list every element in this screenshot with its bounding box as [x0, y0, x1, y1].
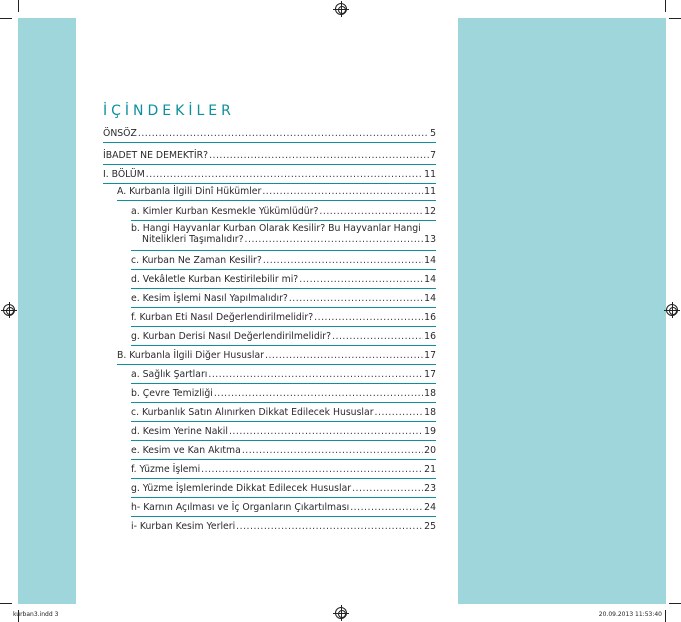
- toc-divider: [117, 200, 436, 201]
- toc-entry-label: d. Vekâletle Kurban Kestirilebilir mi?: [131, 274, 299, 285]
- toc-entry[interactable]: [117, 186, 436, 197]
- toc-entry-label: g. Yüzme İşlemlerinde Dikkat Edilecek Hususlar: [131, 483, 352, 494]
- toc-entry-label: c. Kurban Ne Zaman Kesilir?: [131, 255, 262, 266]
- toc-entry[interactable]: [131, 312, 436, 323]
- toc-entry-label: e. Kesim İşlemi Nasıl Yapılmalıdır?: [131, 293, 288, 304]
- toc-divider: [131, 250, 436, 251]
- crop-mark: [18, 0, 19, 12]
- toc-divider: [131, 516, 436, 517]
- toc-divider: [131, 459, 436, 460]
- toc-entry-label: Nitelikleri Taşımalıdır?: [142, 234, 244, 245]
- toc-entry[interactable]: [131, 388, 436, 399]
- toc-entry[interactable]: [103, 128, 436, 139]
- toc-entry[interactable]: [131, 483, 436, 494]
- crop-mark: [665, 610, 666, 622]
- crop-mark: [0, 18, 12, 19]
- toc-entry[interactable]: [131, 445, 436, 456]
- toc-entry-label: ÖNSÖZ: [103, 128, 137, 139]
- toc-entry-page: 23: [424, 483, 436, 494]
- toc-entry-page: 11: [424, 186, 436, 197]
- toc-entry[interactable]: [131, 426, 436, 437]
- toc-entry-label: f. Yüzme İşlemi: [131, 464, 201, 475]
- toc-entry[interactable]: [131, 255, 436, 266]
- registration-mark-icon: [335, 607, 347, 619]
- crop-mark: [665, 0, 666, 12]
- toc-divider: [131, 383, 436, 384]
- toc-entry-label: İBADET NE DEMEKTİR?: [103, 150, 209, 161]
- toc-divider: [103, 164, 436, 165]
- toc-entry-page: 24: [424, 502, 436, 513]
- toc-divider: [131, 326, 436, 327]
- toc-divider: [131, 220, 436, 221]
- toc-entry-page: 18: [424, 388, 436, 399]
- page-title: İÇİNDEKİLER: [103, 103, 235, 119]
- toc-entry-label: c. Kurbanlık Satın Alınırken Dikkat Edilecek Hususlar: [131, 407, 374, 418]
- toc-entry-page: 7: [430, 150, 436, 161]
- toc-entry-label: A. Kurbanla İlgili Dinî Hükümler: [117, 186, 262, 197]
- toc-entry-page: 14: [424, 293, 436, 304]
- toc-entry[interactable]: [131, 206, 436, 217]
- toc-entry-page: 13: [424, 234, 436, 245]
- toc-entry[interactable]: [131, 331, 436, 342]
- registration-mark-icon: [3, 304, 15, 316]
- crop-mark: [669, 603, 681, 604]
- toc-entry[interactable]: [131, 223, 436, 245]
- toc-entry-page: 18: [424, 407, 436, 418]
- toc-divider: [131, 421, 436, 422]
- toc-entry-page: 16: [424, 312, 436, 323]
- toc-entry-label: f. Kurban Eti Nasıl Değerlendirilmelidir?: [131, 312, 314, 323]
- toc-divider: [131, 307, 436, 308]
- toc-divider: [131, 497, 436, 498]
- registration-mark-icon: [666, 304, 678, 316]
- toc-divider: [117, 364, 436, 365]
- toc-entry[interactable]: [131, 274, 436, 285]
- right-color-panel: [458, 18, 666, 604]
- toc-divider: [103, 183, 436, 184]
- toc-entry-label: d. Kesim Yerine Nakil: [131, 426, 228, 437]
- left-color-panel: [18, 18, 76, 604]
- toc-entry[interactable]: [103, 169, 436, 180]
- toc-entry-page: 12: [424, 206, 436, 217]
- toc-entry-page: 19: [424, 426, 436, 437]
- crop-mark: [0, 603, 12, 604]
- toc-entry-page: 14: [424, 274, 436, 285]
- toc-entry-page: 21: [424, 464, 436, 475]
- toc-entry-label: a. Sağlık Şartları: [131, 369, 208, 380]
- toc-entry[interactable]: [131, 502, 436, 513]
- toc-divider: [131, 288, 436, 289]
- footer-timestamp: 20.09.2013 11:53:40: [598, 611, 662, 618]
- toc-entry-label: b. Hangi Hayvanlar Kurban Olarak Kesilir? Bu Hayvanlar Hangi: [131, 223, 421, 234]
- toc-entry[interactable]: [117, 350, 436, 361]
- toc-entry-label: B. Kurbanla İlgili Diğer Hususlar: [117, 350, 264, 361]
- crop-mark: [669, 18, 681, 19]
- toc-entry-label: b. Çevre Temizliği: [131, 388, 213, 399]
- toc-entry-label: I. BÖLÜM: [103, 169, 145, 180]
- registration-mark-icon: [335, 3, 347, 15]
- toc-entry-label: a. Kimler Kurban Kesmekle Yükümlüdür?: [131, 206, 319, 217]
- toc-entry-label: e. Kesim ve Kan Akıtma: [131, 445, 241, 456]
- toc-entry[interactable]: [131, 521, 436, 532]
- toc-entry-label: h- Karnın Açılması ve İç Organların Çıkartılması: [131, 502, 350, 513]
- toc-entry[interactable]: [131, 369, 436, 380]
- toc-entry-label: i- Kurban Kesim Yerleri: [131, 521, 236, 532]
- toc-entry-page: 11: [424, 169, 436, 180]
- toc-entry-page: 25: [424, 521, 436, 532]
- toc-divider: [131, 402, 436, 403]
- toc-entry-page: 20: [424, 445, 436, 456]
- toc-entry-page: 5: [430, 128, 436, 139]
- toc-divider: [131, 269, 436, 270]
- toc-divider: [103, 142, 436, 143]
- toc-divider: [131, 345, 436, 346]
- toc-entry[interactable]: [103, 150, 436, 161]
- footer-filename: kurban3.indd 3: [13, 611, 59, 618]
- toc-entry[interactable]: [131, 464, 436, 475]
- toc-entry-label: g. Kurban Derisi Nasıl Değerlendirilmelidir?: [131, 331, 332, 342]
- toc-divider: [131, 478, 436, 479]
- toc-divider: [131, 440, 436, 441]
- toc-entry-page: 16: [424, 331, 436, 342]
- toc-entry-page: 17: [424, 369, 436, 380]
- toc-entry-page: 14: [424, 255, 436, 266]
- toc-entry[interactable]: [131, 407, 436, 418]
- toc-entry[interactable]: [131, 293, 436, 304]
- toc-entry-page: 17: [424, 350, 436, 361]
